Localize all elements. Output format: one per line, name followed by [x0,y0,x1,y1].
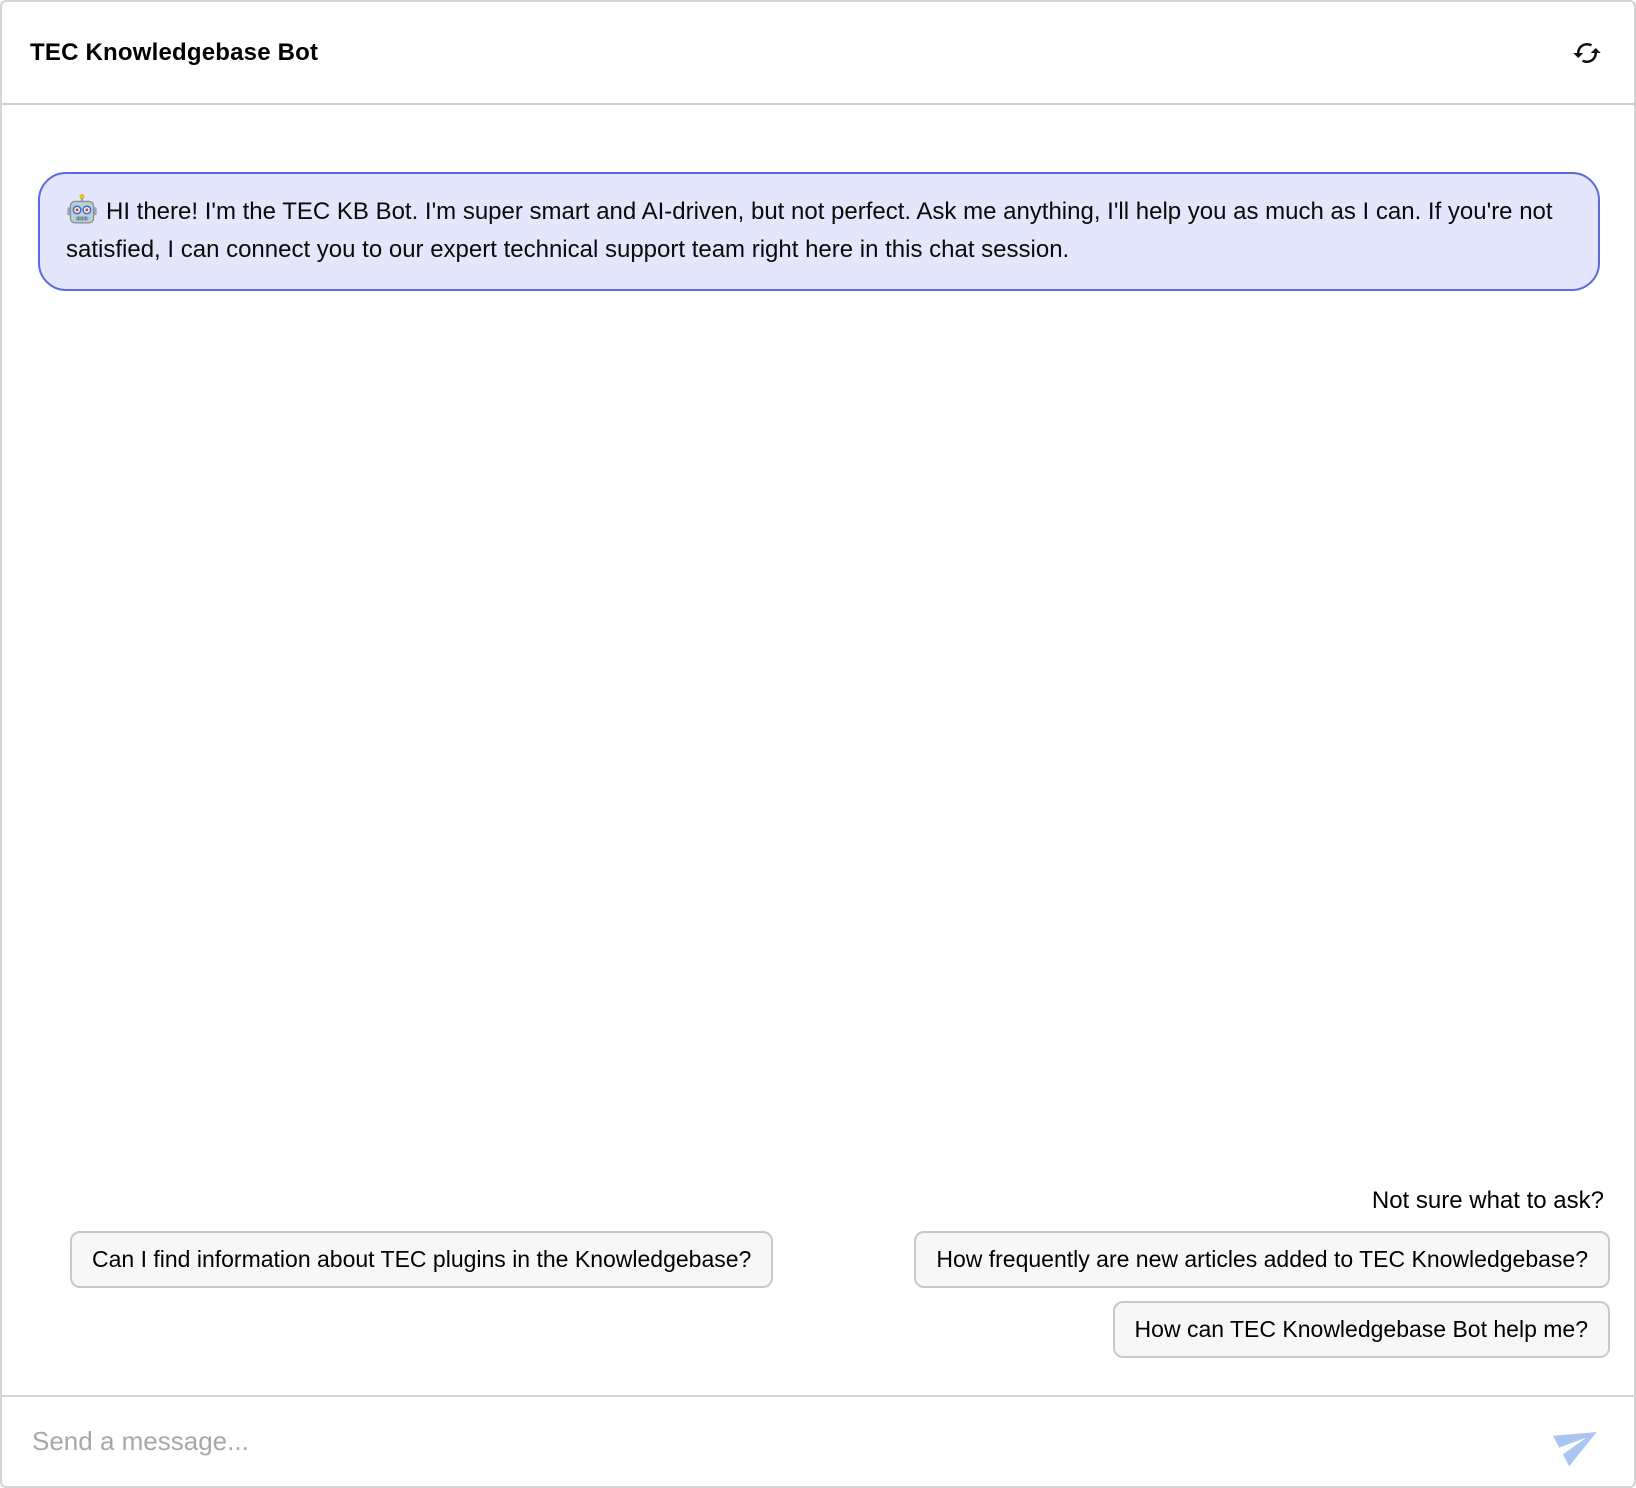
page-title: TEC Knowledgebase Bot [30,38,319,66]
refresh-icon [1572,38,1602,68]
robot-icon [66,193,98,225]
send-icon [1555,1419,1601,1465]
composer [2,1395,1634,1486]
header [2,2,1634,105]
suggestion-button-plugins[interactable]: Can I find information about TEC plugins in the Knowledgebase? [70,1231,773,1288]
message-input[interactable] [32,1426,1536,1457]
refresh-button[interactable] [1570,36,1604,70]
suggestions-row-1 [2,1231,1634,1288]
suggestions-row-2 [2,1301,1634,1358]
send-button[interactable] [1552,1416,1604,1468]
bot-message-text: HI there! I'm the TEC KB Bot. I'm super smart and AI-driven, but not perfect. Ask me anything, I'll help you as much as I can. If you're not satisfied, I can connect you to our expert technical support team right here in this chat session. [66,198,1553,263]
suggestion-button-help-me[interactable]: How can TEC Knowledgebase Bot help me? [1113,1301,1610,1358]
suggestions-section [2,1187,1634,1395]
bot-message-bubble [38,172,1600,291]
suggestion-button-new-articles[interactable]: How frequently are new articles added to TEC Knowledgebase? [914,1231,1610,1288]
suggestions-prompt: Not sure what to ask? [1371,1187,1604,1214]
chat-empty-space [2,291,1634,1187]
chat-body [2,105,1634,1395]
